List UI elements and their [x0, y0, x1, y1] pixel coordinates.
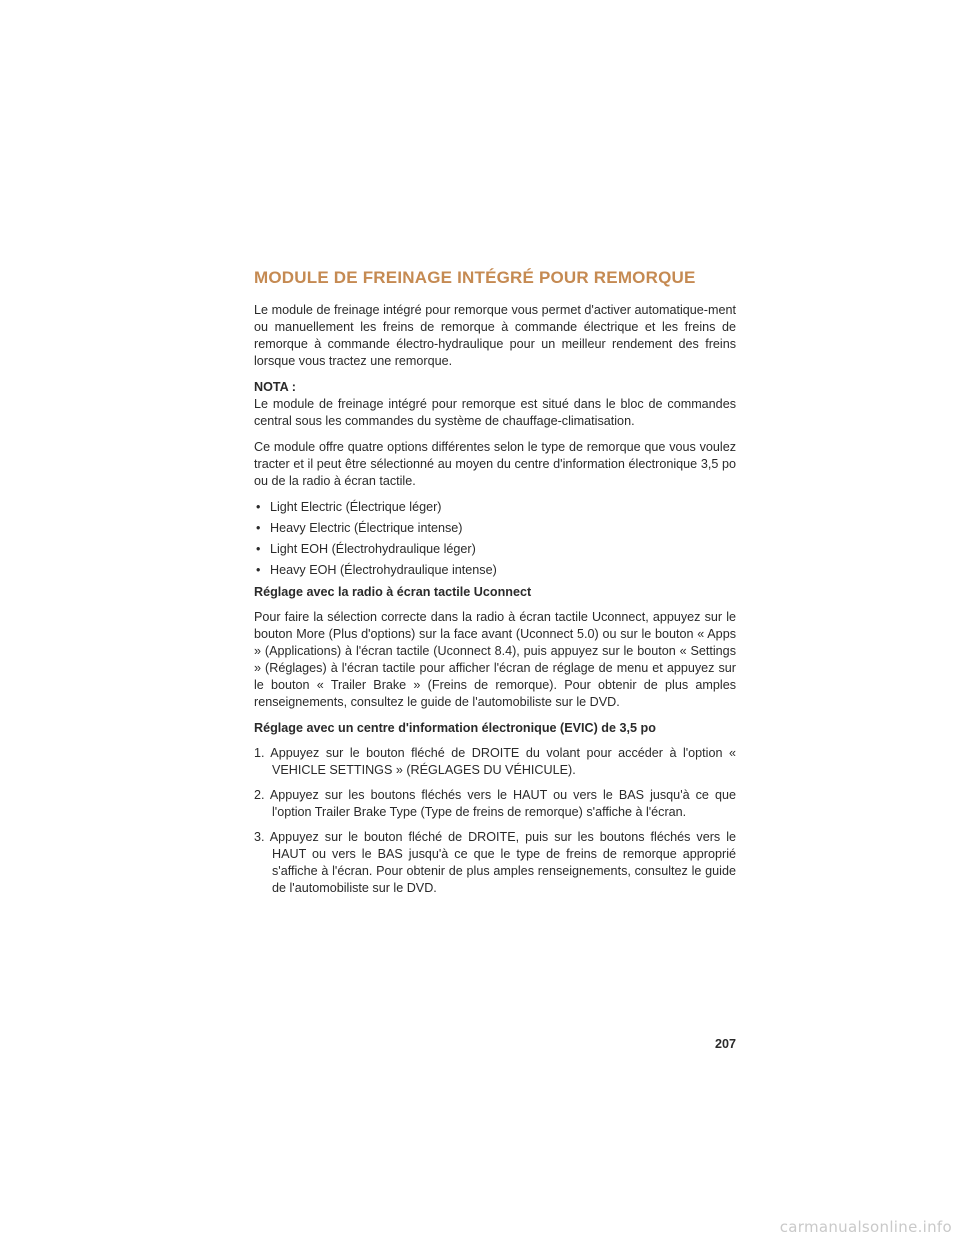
- radio-paragraph: Pour faire la sélection correcte dans la radio à écran tactile Uconnect, appuyez sur le bouton More (Plus d'options) sur la face avant (Uconnect 5.0) ou sur le bouton « Apps » (Applications) à l'écran tactile (Uconnect 8.4), puis appuyez sur le bouton « Settings » (Réglages) à l'écran tactile pour afficher l'écran de réglage de menu et appuyez sur le bouton « Trailer Brake » (Freins de remorque). Pour obtenir de plus amples renseignements, consultez le guide de l'automobiliste sur le DVD.: [254, 610, 736, 709]
- list-item: [254, 562, 736, 579]
- list-item: [254, 520, 736, 537]
- bullet-icon: •: [256, 563, 261, 577]
- subhead-radio: Réglage avec la radio à écran tactile Uconnect: [254, 585, 532, 599]
- bullet-icon: •: [256, 500, 261, 514]
- options-paragraph: Ce module offre quatre options différentes selon le type de remorque que vous voulez tracter et il peut être sélectionné au moyen du centre d'information électronique 3,5 po ou de la radio à écran tactile.: [254, 440, 736, 488]
- step-item: 1. Appuyez sur le bouton fléché de DROITE du volant pour accéder à l'option « VEHICLE SETTINGS » (RÉGLAGES DU VÉHICULE).: [254, 746, 736, 777]
- section-title: MODULE DE FREINAGE INTÉGRÉ POUR REMORQUE: [254, 268, 696, 287]
- list-item: [254, 541, 736, 558]
- list-item-text: Heavy EOH (Électrohydraulique intense): [270, 563, 497, 577]
- list-item-text: Light EOH (Électrohydraulique léger): [270, 542, 476, 556]
- note-label: NOTA :: [254, 380, 296, 394]
- evic-steps-list: [254, 745, 736, 897]
- step-item: 3. Appuyez sur le bouton fléché de DROITE, puis sur les boutons fléchés vers le HAUT ou vers le BAS jusqu'à ce que le type de freins de remorque approprié s'affiche à l'écran. Pour obtenir de plus amples renseignements, consultez le guide de l'automobiliste sur le DVD.: [254, 830, 736, 895]
- bullet-icon: •: [256, 521, 261, 535]
- page-content: [254, 266, 736, 905]
- page-number: 207: [714, 1037, 736, 1051]
- step-item: 2. Appuyez sur les boutons fléchés vers le HAUT ou vers le BAS jusqu'à ce que l'option Trailer Brake Type (Type de freins de remorque) s'affiche à l'écran.: [254, 788, 736, 819]
- list-item-text: Heavy Electric (Électrique intense): [270, 521, 463, 535]
- intro-paragraph: Le module de freinage intégré pour remorque vous permet d'activer automatique-ment ou manuellement les freins de remorque à commande électrique et les freins de remorque à commande électro-hydraulique pour un meilleur rendement des freins lorsque vous tractez une remorque.: [254, 303, 736, 368]
- list-item-text: Light Electric (Électrique léger): [270, 500, 442, 514]
- watermark: carmanualsonline.info: [779, 1218, 952, 1236]
- note-paragraph: Le module de freinage intégré pour remorque est situé dans le bloc de commandes central sous les commandes du système de chauffage-climatisation.: [254, 397, 736, 428]
- list-item: [254, 499, 736, 516]
- subhead-evic: Réglage avec un centre d'information électronique (EVIC) de 3,5 po: [254, 721, 656, 735]
- bullet-icon: •: [256, 542, 261, 556]
- trailer-options-list: [254, 499, 736, 579]
